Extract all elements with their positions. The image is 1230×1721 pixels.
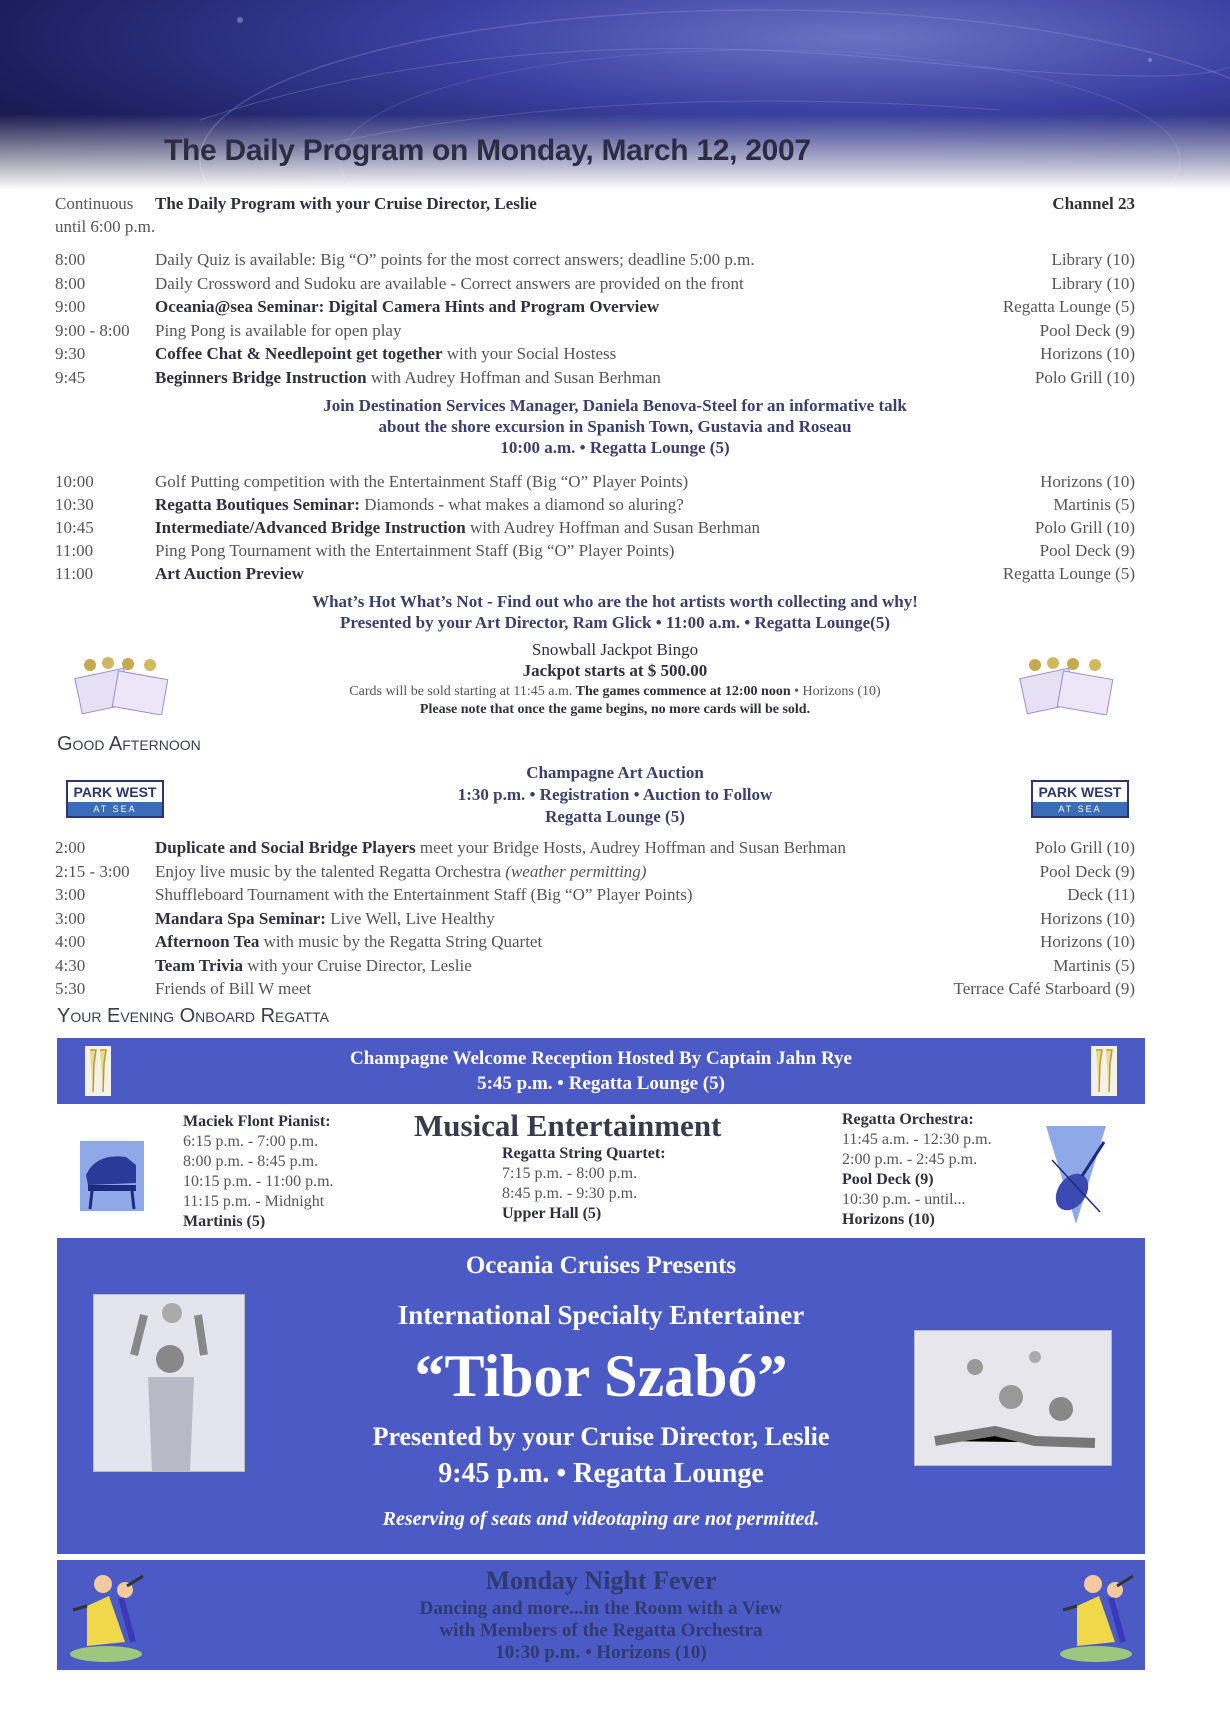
row-venue: Channel 23 [1052,194,1135,213]
row-time: 10:45 [55,518,94,537]
row-description: with music by the Regatta String Quartet [259,932,543,951]
row-description-wrap [155,932,542,952]
row-venue: Horizons (10) [1040,344,1135,363]
monday-night-fever-banner [57,1560,1145,1670]
pianist-time: 11:15 p.m. - Midnight [183,1193,325,1210]
orchestra-time: 2:00 p.m. - 2:45 p.m. [842,1151,978,1168]
art-talk-line-1: What’s Hot What’s Not - Find out who are the hot artists worth collecting and why! [312,592,918,611]
row-description-wrap [155,321,401,341]
row-venue: Deck (11) [1067,885,1135,904]
row-venue: Martinis (5) [1053,955,1135,975]
show-presented-by: Presented by your Cruise Director, Leslie [372,1422,830,1451]
row-description-bold: Afternoon Tea [155,932,260,951]
row-description: Enjoy live music by the talented Regatta Orchestra [155,861,506,881]
row-venue: Horizons (10) [1040,932,1135,951]
welcome-line-2: 5:45 p.m. • Regatta Lounge (5) [477,1073,725,1094]
fever-line-3: with Members of the Regatta Orchestra [439,1620,763,1641]
row-venue: Martinis (5) [1053,495,1135,514]
row-venue: Regatta Lounge (5) [1002,564,1135,583]
fever-line-2: Dancing and more...in the Room with a View [419,1598,783,1619]
fever-line-4: 10:30 p.m. • Horizons (10) [495,1642,707,1663]
welcome-line-1: Champagne Welcome Reception Hosted By Captain Jahn Rye [350,1048,852,1069]
row-description-bold: Oceania@sea Seminar: Digital Camera Hints and Program Overview [155,297,660,316]
bingo-cards-info [0,684,1230,700]
schedule-row [55,518,1135,541]
row-description-bold: Coffee Chat & Needlepoint get together [155,344,443,363]
row-description-wrap [155,250,755,270]
schedule-row [55,564,1135,587]
row-description-wrap [155,297,659,317]
schedule-row [55,368,1135,391]
schedule-row [55,495,1135,518]
row-description: Daily Quiz is available: Big “O” points for the most correct answers; deadline 5:00 p.m. [155,250,755,269]
music-heading: Musical Entertainment [414,1108,722,1143]
park-west-logo-bottom: AT SEA [68,802,162,816]
bingo-title: Snowball Jackpot Bingo [531,640,699,659]
row-venue: Regatta Lounge (5) [1002,297,1135,316]
row-time: 8:00 [55,273,86,293]
schedule-row [55,344,1135,367]
quartet-block [502,1144,666,1224]
row-time: 4:30 [55,955,86,975]
row-time: 9:30 [55,344,86,363]
pianist-venue: Martinis (5) [183,1213,266,1230]
row-venue: Terrace Café Starboard (9) [953,979,1135,998]
row-description-italic: (weather permitting) [505,861,647,881]
row-description: Friends of Bill W meet [155,979,312,998]
row-description: Ping Pong Tournament with the Entertainment Staff (Big “O” Player Points) [155,541,675,560]
row-time: 3:00 [55,885,86,904]
welcome-reception-banner [57,1038,1145,1104]
page-title: The Daily Program on Monday, March 12, 2007 [164,134,811,167]
row-description-wrap [155,909,495,929]
quartet-title: Regatta String Quartet: [502,1145,666,1162]
schedule-row [55,979,1135,1002]
row-venue: Library (10) [1051,250,1135,269]
show-performer-name: “Tibor Szabó” [414,1343,788,1409]
show-subtitle: International Specialty Entertainer [397,1300,805,1330]
park-west-logo-bottom: AT SEA [1033,802,1127,816]
show-banner [57,1238,1145,1554]
fever-title: Monday Night Fever [485,1566,717,1595]
destination-talk-line-1: Join Destination Services Manager, Daniela Benova-Steel for an informative talk [323,396,907,415]
pianist-time: 10:15 p.m. - 11:00 p.m. [183,1173,334,1190]
schedule-row-continuous-until [55,217,1135,240]
schedule-row-continuous [55,194,1135,217]
row-description-bold: Art Auction Preview [155,564,304,583]
schedule-row [55,932,1135,955]
row-description: Ping Pong is available for open play [155,320,402,340]
row-description-wrap [155,472,688,492]
show-presents: Oceania Cruises Presents [465,1252,737,1279]
row-description-wrap [155,838,846,858]
orchestra-venue-1: Pool Deck (9) [842,1171,934,1188]
park-west-logo-top: PARK WEST [1038,784,1122,800]
grand-piano-icon [76,1135,148,1217]
show-note: Reserving of seats and videotaping are not permitted. [382,1508,820,1530]
row-description-bold: Team Trivia [155,955,243,975]
row-venue: Polo Grill (10) [1034,838,1135,857]
bingo-note: Please note that once the game begins, no more cards will be sold. [419,702,811,717]
row-time: 10:00 [55,472,94,491]
row-time: 10:30 [55,495,94,514]
section-title-afternoon: Good Afternoon [57,733,201,755]
row-description: with Audrey Hoffman and Susan Berhman [465,518,761,537]
row-description-bold: Duplicate and Social Bridge Players [155,838,416,857]
orchestra-title: Regatta Orchestra: [842,1111,974,1128]
schedule-row [55,838,1135,861]
orchestra-venue-2: Horizons (10) [842,1211,935,1228]
row-time: Continuous [55,194,134,213]
row-description: Live Well, Live Healthy [325,908,495,928]
row-venue: Pool Deck (9) [1039,320,1135,340]
schedule-row [55,472,1135,495]
row-description-bold: Beginners Bridge Instruction [155,367,367,387]
row-description-wrap [155,956,472,976]
row-venue: Pool Deck (9) [1039,861,1135,881]
row-description: with Audrey Hoffman and Susan Berhman [366,367,661,387]
orchestra-time-3: 10:30 p.m. - until... [842,1191,966,1208]
row-description-wrap [155,541,674,561]
row-description-wrap [155,495,684,515]
row-description: The Daily Program with your Cruise Director, Leslie [155,194,537,213]
row-description-wrap [155,518,760,538]
pianist-time: 6:15 p.m. - 7:00 p.m. [183,1133,319,1150]
row-description: Golf Putting competition with the Entertainment Staff (Big “O” Player Points) [155,472,689,491]
row-description-bold: Intermediate/Advanced Bridge Instruction [155,518,466,537]
row-time: 9:00 [55,297,86,316]
row-description-wrap [155,564,304,584]
row-description: meet your Bridge Hosts, Audrey Hoffman and Susan Berhman [415,838,846,857]
schedule-row [55,862,1135,885]
row-time: 8:00 [55,250,86,269]
section-title-evening: Your Evening Onboard Regatta [57,1005,329,1027]
bingo-cards-plain: Cards will be sold starting at 11:45 a.m. [349,684,573,699]
row-venue: Horizons (10) [1040,472,1135,491]
row-time: 11:00 [55,564,94,583]
schedule-row [55,909,1135,932]
row-description-wrap [155,368,661,388]
row-description-wrap [155,274,744,294]
row-description: Diamonds - what makes a diamond so aluring? [359,495,684,514]
row-venue: Pool Deck (9) [1039,541,1135,560]
row-time: 5:30 [55,979,86,998]
auction-line-2: 1:30 p.m. • Registration • Auction to Follow [457,785,773,804]
quartet-venue: Upper Hall (5) [502,1205,602,1222]
schedule-row [55,956,1135,979]
row-venue: Library (10) [1051,273,1135,293]
bingo-jackpot: Jackpot starts at $ 500.00 [522,661,708,680]
row-description: Shuffleboard Tournament with the Entertainment Staff (Big “O” Player Points) [155,885,693,904]
row-time: 4:00 [55,932,86,951]
bingo-cards-venue: • Horizons (10) [790,684,881,699]
pianist-block [183,1112,334,1232]
row-description-bold: Mandara Spa Seminar: [155,908,326,928]
row-venue: Polo Grill (10) [1034,367,1135,387]
bingo-cards-bold: The games commence at 12:00 noon [572,684,791,699]
park-west-logo-top: PARK WEST [73,784,157,800]
quartet-time: 8:45 p.m. - 9:30 p.m. [502,1185,638,1202]
pianist-time: 8:00 p.m. - 8:45 p.m. [183,1153,319,1170]
destination-talk-line-2: about the shore excursion in Spanish Town, Gustavia and Roseau [378,417,852,436]
schedule-row [55,274,1135,297]
row-time: 9:45 [55,367,86,387]
destination-talk-line-3: 10:00 a.m. • Regatta Lounge (5) [500,438,730,457]
row-venue: Polo Grill (10) [1034,518,1135,537]
auction-title: Champagne Art Auction [526,763,704,782]
auction-line-3: Regatta Lounge (5) [545,807,685,826]
art-talk-line-2: Presented by your Art Director, Ram Glick • 11:00 a.m. • Regatta Lounge(5) [339,613,891,632]
quartet-time: 7:15 p.m. - 8:00 p.m. [502,1165,638,1182]
row-description-bold: Regatta Boutiques Seminar: [155,495,360,514]
schedule-row [55,297,1135,320]
row-description: with your Social Hostess [442,344,617,363]
row-time: 2:15 - 3:00 [55,861,130,881]
schedule-row [55,885,1135,908]
row-time-until: until 6:00 p.m. [55,217,156,236]
row-description: Daily Crossword and Sudoku are available - Correct answers are provided on the front [155,273,744,293]
schedule-row [55,541,1135,564]
row-time: 9:00 - 8:00 [55,320,130,340]
row-time: 2:00 [55,838,86,857]
schedule-row [55,321,1135,344]
row-description-wrap [155,862,646,882]
orchestra-time: 11:45 a.m. - 12:30 p.m. [842,1131,992,1148]
row-description-wrap [155,979,311,999]
row-description: with your Cruise Director, Leslie [243,955,472,975]
pianist-title: Maciek Flont Pianist: [183,1113,331,1130]
violin-icon [1040,1120,1112,1230]
orchestra-block [842,1110,992,1230]
row-description-wrap [155,885,693,905]
row-description-wrap [155,344,616,364]
show-time: 9:45 p.m. • Regatta Lounge [438,1458,764,1489]
row-venue: Horizons (10) [1040,908,1135,928]
row-time: 11:00 [55,541,94,560]
schedule-row [55,250,1135,273]
row-time: 3:00 [55,908,86,928]
